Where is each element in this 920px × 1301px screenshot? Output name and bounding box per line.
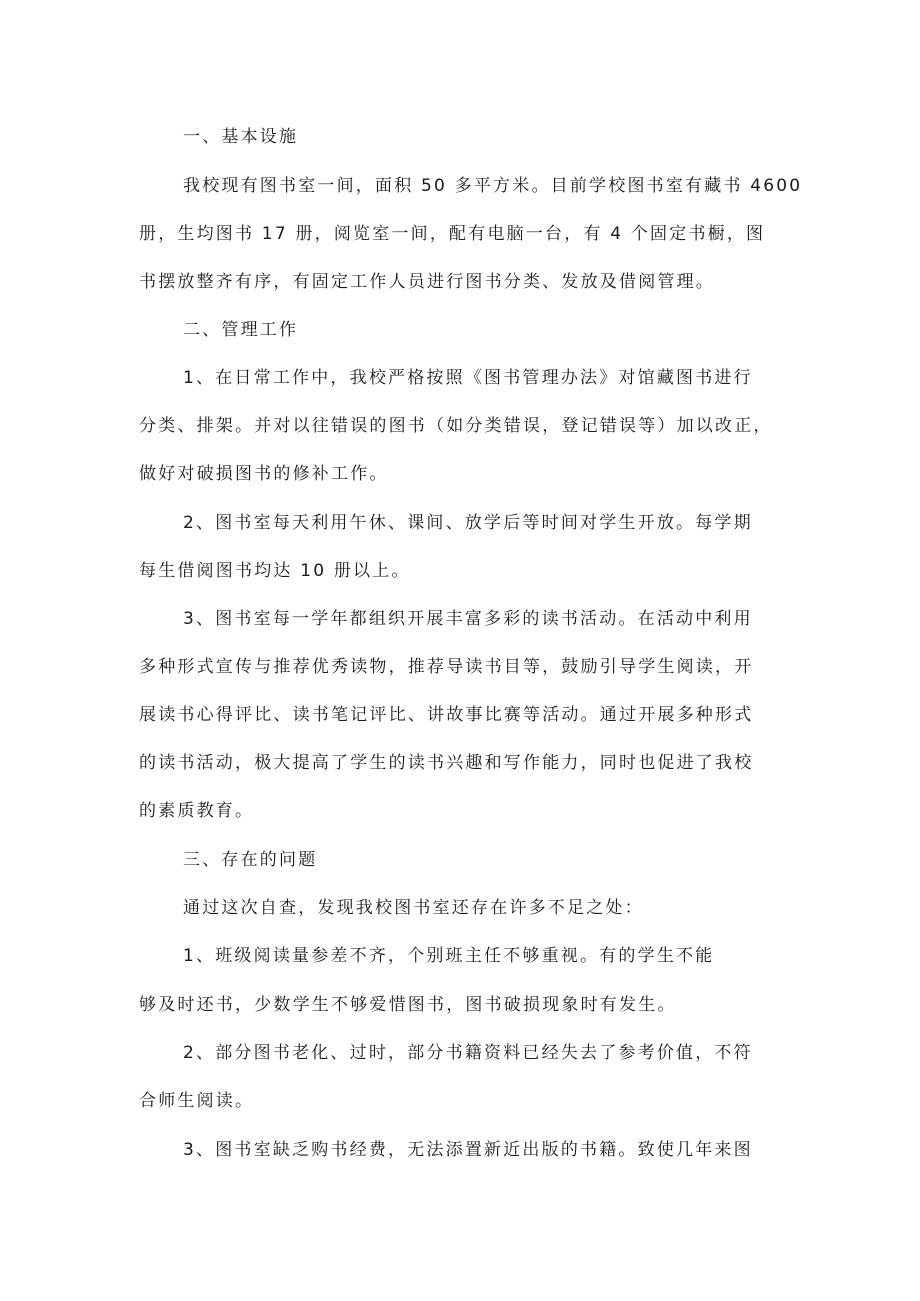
paragraph-line: 分类、排架。并对以往错误的图书（如分类错误，登记错误等）加以改正， — [139, 416, 773, 436]
paragraph-line: 的素质教育。 — [139, 801, 255, 821]
paragraph-line: 我校现有图书室一间，面积 50 多平方米。目前学校图书室有藏书 4600 — [183, 176, 803, 196]
paragraph-line: 的读书活动，极大提高了学生的读书兴趣和写作能力，同时也促进了我校 — [139, 753, 754, 773]
paragraph-line: 书摆放整齐有序，有固定工作人员进行图书分类、发放及借阅管理。 — [139, 272, 715, 292]
paragraph-line: 3、图书室缺乏购书经费，无法添置新近出版的书籍。致使几年来图 — [183, 1140, 753, 1160]
paragraph-line: 2、部分图书老化、过时，部分书籍资料已经失去了参考价值，不符 — [183, 1043, 753, 1063]
paragraph-line: 册，生均图书 17 册，阅览室一间，配有电脑一台，有 4 个固定书橱，图 — [139, 224, 766, 244]
paragraph-line: 1、班级阅读量参差不齐，个别班主任不够重视。有的学生不能 — [183, 946, 715, 966]
section-heading-facilities: 一、基本设施 — [183, 127, 299, 147]
paragraph-line: 展读书心得评比、读书笔记评比、讲故事比赛等活动。通过开展多种形式 — [139, 705, 754, 725]
paragraph-line: 通过这次自查，发现我校图书室还存在许多不足之处： — [183, 898, 644, 918]
paragraph-line: 多种形式宣传与推荐优秀读物，推荐导读书目等，鼓励引导学生阅读，开 — [139, 657, 754, 677]
paragraph-line: 够及时还书，少数学生不够爱惜图书，图书破损现象时有发生。 — [139, 995, 677, 1015]
paragraph-line: 合师生阅读。 — [139, 1091, 255, 1111]
paragraph-line: 做好对破损图书的修补工作。 — [139, 464, 389, 484]
paragraph-line: 2、图书室每天利用午休、课间、放学后等时间对学生开放。每学期 — [183, 513, 753, 533]
section-heading-management: 二、管理工作 — [183, 320, 299, 340]
paragraph-line: 3、图书室每一学年都组织开展丰富多彩的读书活动。在活动中利用 — [183, 609, 753, 629]
paragraph-line: 每生借阅图书均达 10 册以上。 — [139, 561, 411, 581]
paragraph-line: 1、在日常工作中，我校严格按照《图书管理办法》对馆藏图书进行 — [183, 368, 753, 388]
section-heading-problems: 三、存在的问题 — [183, 850, 318, 870]
